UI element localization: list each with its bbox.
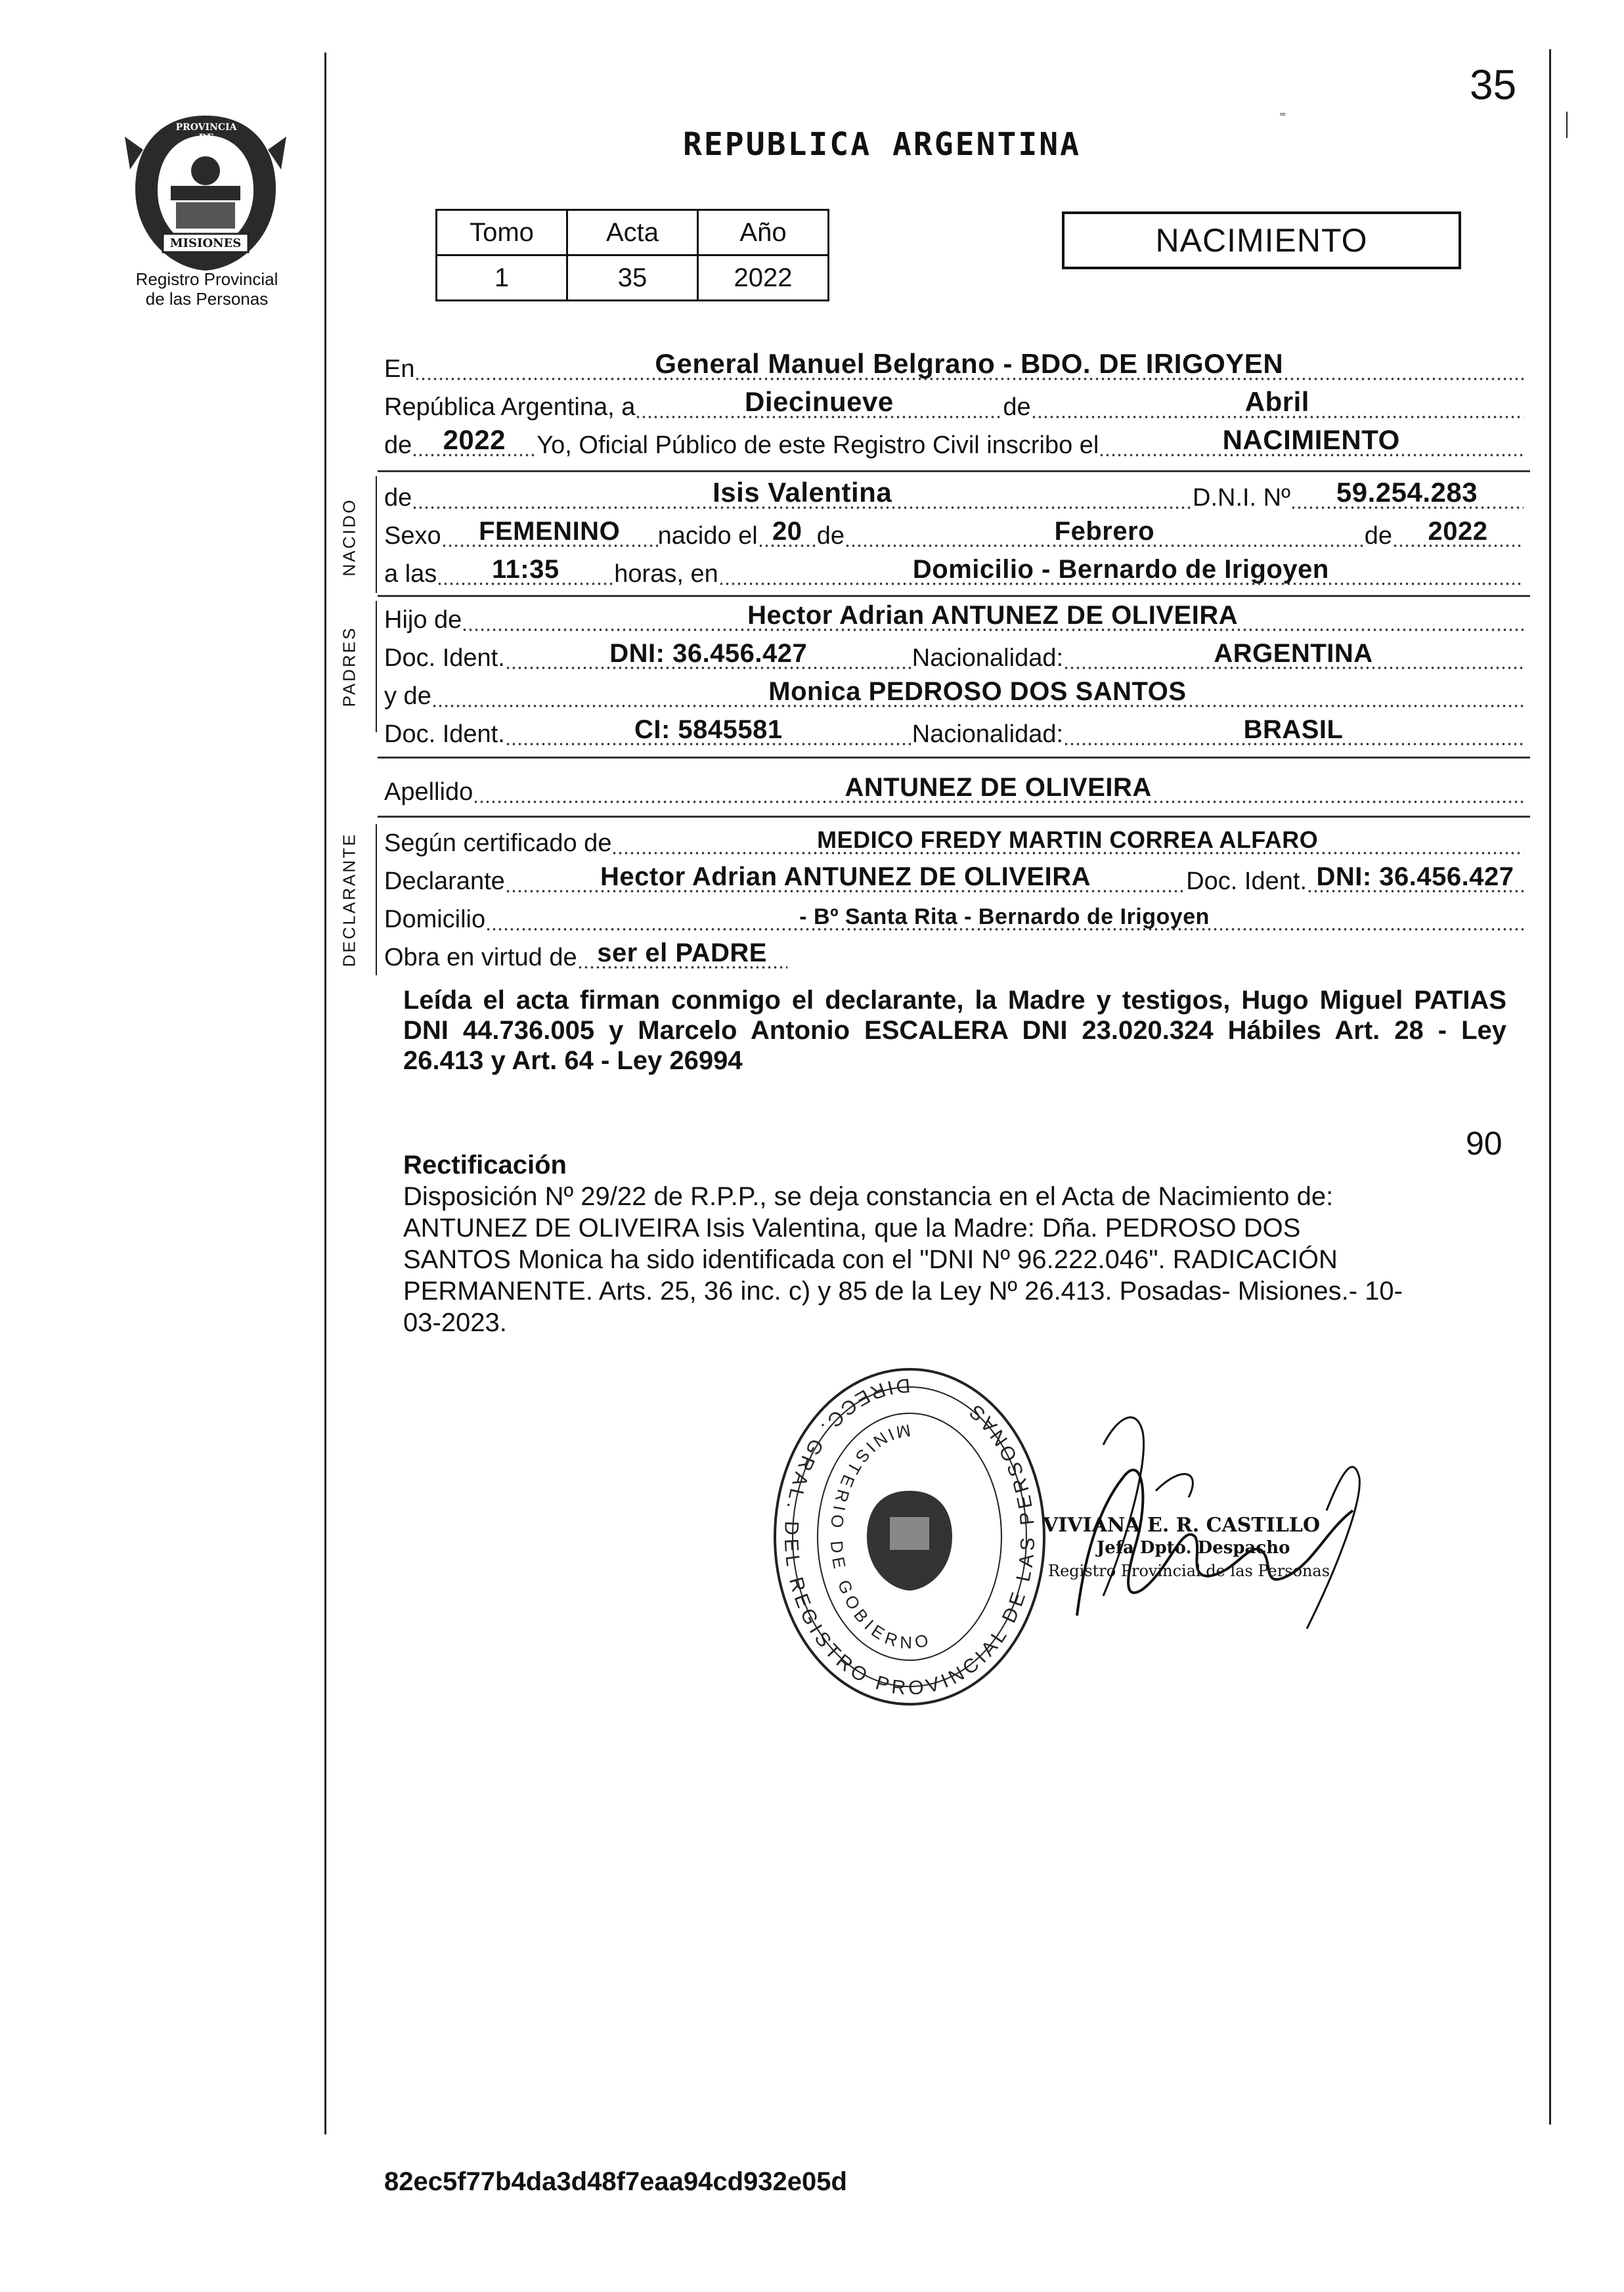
rectification-line-3: SANTOS Monica ha sido identificada con el "DNI Nº 96.222.046". RADICACIÓN (403, 1245, 1338, 1274)
row-mother-doc (384, 713, 1524, 750)
field-declarant (505, 860, 1186, 897)
stamp-ring-text: DIRECC. GRAL. DEL REGISTRO PROVINCIAL DE LAS PERSONAS (779, 1374, 1040, 1700)
value-acting-as: ser el PADRE (597, 938, 767, 967)
value-child-dni: 59.254.283 (1336, 477, 1478, 508)
label-republica: República Argentina, a (384, 393, 636, 421)
field-father-name (462, 599, 1524, 636)
label-horas-en: horas, en (614, 560, 718, 588)
label-declarant-doc: Doc. Ident. (1186, 868, 1307, 895)
seal-top-text: PROVINCIA DE (175, 122, 237, 143)
ref-header-tomo: Tomo (437, 210, 567, 255)
value-act-kind: NACIMIENTO (1222, 424, 1400, 455)
label-dni: D.N.I. Nº (1193, 484, 1290, 512)
right-margin-line (1549, 49, 1551, 2125)
label-de-birth-year: de (1364, 522, 1392, 550)
signature-name: VIVIANA E. R. CASTILLO (1043, 1514, 1321, 1537)
registry-name (99, 269, 315, 309)
label-de-birth-month: de (816, 522, 845, 550)
field-birth-time (437, 553, 614, 590)
rectification-title: Rectificación (403, 1151, 567, 1179)
value-father-name: Hector Adrian ANTUNEZ DE OLIVEIRA (747, 601, 1239, 630)
ref-value-ano: 2022 (698, 255, 829, 301)
field-birth-month (845, 515, 1365, 552)
label-obra-virtud: Obra en virtud de (384, 944, 577, 971)
row-mother (384, 675, 1524, 712)
rectification-body (403, 1181, 1520, 1338)
value-address: - Bº Santa Rita - Bernardo de Irigoyen (799, 904, 1210, 929)
row-place (384, 348, 1524, 385)
label-nacido-el: nacido el (657, 522, 758, 550)
value-year: 2022 (443, 424, 506, 455)
stamp-inner-text: MINISTERIO DE GOBIERNO (826, 1420, 935, 1653)
left-margin-line (324, 53, 326, 2134)
right-margin-mark (1566, 112, 1568, 138)
stray-mark: ⁼ (1279, 110, 1286, 124)
value-father-nationality: ARGENTINA (1214, 639, 1373, 668)
value-father-doc: DNI: 36.456.427 (609, 639, 808, 668)
field-mother-doc (505, 713, 912, 750)
value-sex: FEMENINO (479, 517, 621, 546)
parents-bracket (376, 601, 377, 732)
divider-born (378, 470, 1530, 472)
field-sex (441, 515, 658, 552)
value-declarant: Hector Adrian ANTUNEZ DE OLIVEIRA (600, 862, 1091, 891)
value-day: Diecinueve (744, 386, 894, 417)
label-en: En (384, 355, 415, 383)
signature-role: Jefa Dpto. Despacho (1097, 1538, 1290, 1558)
field-mother-name (431, 675, 1524, 712)
ref-value-acta: 35 (567, 255, 698, 301)
value-surname: ANTUNEZ DE OLIVEIRA (845, 773, 1152, 802)
row-acting-as (384, 937, 1524, 973)
label-y-de: y de (384, 682, 431, 710)
signature (985, 1379, 1392, 1655)
label-segun-cert: Según certificado de (384, 829, 612, 857)
label-a-las: a las (384, 560, 437, 588)
label-yo-oficial: Yo, Oficial Público de este Registro Civil inscribo el (537, 431, 1099, 459)
label-hijo-de: Hijo de (384, 606, 462, 634)
field-surname (473, 771, 1524, 808)
field-place (414, 348, 1524, 385)
row-father-doc (384, 637, 1524, 674)
act-type-box: NACIMIENTO (1062, 211, 1461, 269)
ref-value-tomo: 1 (437, 255, 567, 301)
born-bracket (376, 476, 377, 593)
ref-header-acta: Acta (567, 210, 698, 255)
seal-bottom-text: MISIONES (169, 236, 242, 250)
reference-table (435, 209, 829, 301)
field-certificate (611, 822, 1524, 859)
page-number: 35 (1470, 61, 1517, 108)
field-birth-year (1392, 515, 1524, 552)
field-birth-place (718, 553, 1524, 590)
value-declarant-doc: DNI: 36.456.427 (1316, 862, 1514, 891)
row-child-name (384, 477, 1524, 514)
row-address (384, 898, 1524, 935)
value-month: Abril (1244, 386, 1309, 417)
row-father (384, 599, 1524, 636)
side-label-born: NACIDO (339, 497, 359, 577)
field-acting-as (577, 937, 787, 973)
field-birth-day (758, 515, 817, 552)
side-label-parents: PADRES (339, 626, 359, 707)
value-place: General Manuel Belgrano - BDO. DE IRIGOYEN (655, 348, 1284, 379)
row-birth (384, 515, 1524, 552)
document-hash: 82ec5f77b4da3d48f7eaa94cd932e05d (384, 2167, 847, 2196)
row-certificate (384, 822, 1524, 859)
side-label-declarant: DECLARANTE (339, 832, 359, 967)
registry-name-line2: de las Personas (145, 289, 269, 309)
row-birth-time (384, 553, 1524, 590)
value-certificate: MEDICO FREDY MARTIN CORREA ALFARO (817, 826, 1319, 853)
label-de-year: de (384, 431, 412, 459)
divider-surname (378, 757, 1530, 759)
rectification-number: 90 (1466, 1125, 1503, 1162)
value-mother-nationality: BRASIL (1243, 715, 1344, 744)
label-de-child: de (384, 484, 412, 512)
field-father-nationality (1063, 637, 1524, 674)
field-year (412, 424, 537, 461)
value-birth-time: 11:35 (491, 555, 560, 584)
document-title: REPUBLICA ARGENTINA (683, 126, 1082, 163)
field-address (485, 898, 1524, 935)
value-mother-doc: CI: 5845581 (634, 715, 783, 744)
row-registration-date (384, 386, 1524, 423)
label-domicilio: Domicilio (384, 906, 486, 933)
rectification-line-4: PERMANENTE. Arts. 25, 36 inc. c) y 85 de la Ley Nº 26.413. Posadas- Misiones.- 10- (403, 1277, 1403, 1306)
field-child-name (412, 477, 1193, 514)
label-father-nationality: Nacionalidad: (911, 644, 1064, 672)
field-child-dni (1290, 477, 1524, 514)
label-mother-doc: Doc. Ident. (384, 720, 505, 748)
value-birth-month: Febrero (1054, 517, 1155, 546)
field-act-kind (1099, 424, 1524, 461)
witness-paragraph: Leída el acta firman conmigo el declarante, la Madre y testigos, Hugo Miguel PATIAS DNI 44.736.005 y Marcelo Antonio ESCALERA DNI 23.020.324 Hábiles Art. 28 - Ley 26.413 y Art. 64 - Ley 26994 (403, 986, 1506, 1075)
label-mother-nationality: Nacionalidad: (911, 720, 1064, 748)
field-month (1031, 386, 1524, 423)
label-declarante: Declarante (384, 868, 505, 895)
value-birth-year: 2022 (1428, 517, 1488, 546)
registry-seal (117, 110, 294, 276)
value-mother-name: Monica PEDROSO DOS SANTOS (768, 677, 1187, 706)
value-birth-place: Domicilio - Bernardo de Irigoyen (912, 555, 1329, 584)
rectification-line-1: Disposición Nº 29/22 de R.P.P., se deja constancia en el Acta de Nacimiento de: (403, 1182, 1334, 1211)
row-registration-year (384, 424, 1524, 461)
field-day (635, 386, 1003, 423)
ref-header-ano: Año (698, 210, 829, 255)
value-birth-day: 20 (772, 517, 802, 546)
label-sexo: Sexo (384, 522, 441, 550)
value-child-name: Isis Valentina (713, 477, 892, 508)
field-mother-nationality (1063, 713, 1524, 750)
row-surname (384, 771, 1524, 808)
label-father-doc: Doc. Ident. (384, 644, 505, 672)
label-de-month: de (1003, 393, 1031, 421)
divider-declarant (378, 816, 1530, 818)
divider-parents (378, 595, 1530, 597)
field-father-doc (505, 637, 912, 674)
declarant-bracket (376, 824, 377, 975)
label-apellido: Apellido (384, 778, 473, 806)
rectification-line-5: 03-2023. (403, 1308, 507, 1337)
registry-name-line1: Registro Provincial (135, 269, 278, 289)
rectification-line-2: ANTUNEZ DE OLIVEIRA Isis Valentina, que la Madre: Dña. PEDROSO DOS (403, 1214, 1301, 1243)
field-declarant-doc (1307, 860, 1524, 897)
row-declarant (384, 860, 1524, 897)
signature-office: Registro Provincial de las Personas (1048, 1562, 1330, 1580)
